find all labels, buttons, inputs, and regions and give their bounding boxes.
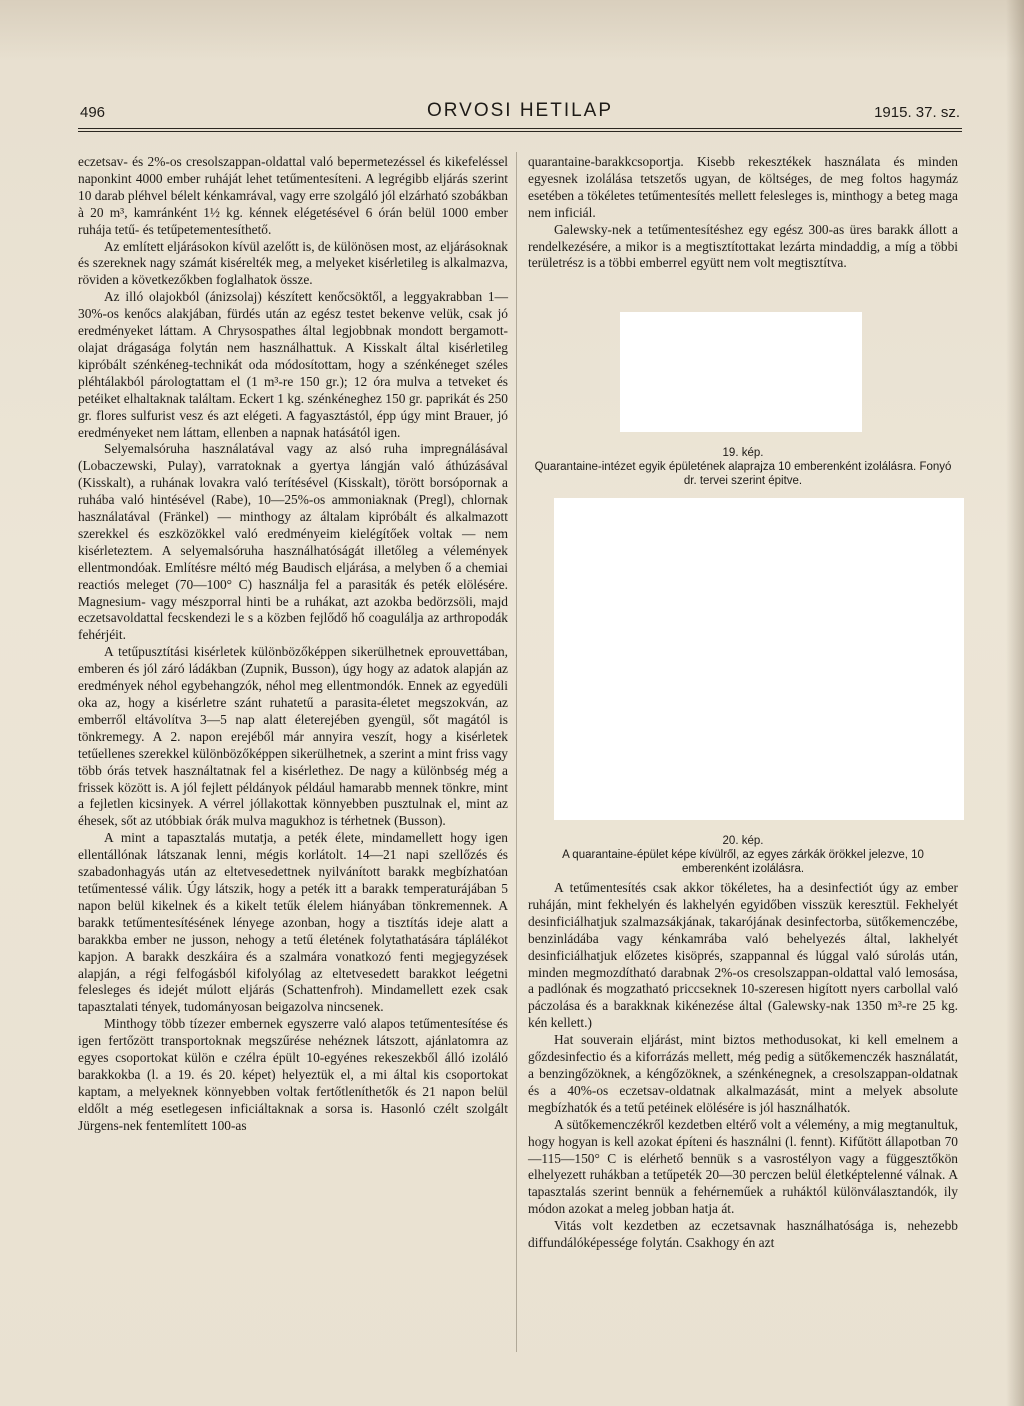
paragraph: A tetűpusztítási kisérletek különbözőképpen sikerülhetnek eprouvettában, emberen és jól záró ládákban (Zupnik, Busson), úgy hogy az adatok alapján az eredmények néhol egybehangzók, néhol meg ellentmondók. Ennek az egyedüli oka az, hogy a kisérletre szánt ruhatetű a parasita-életet megszokván, az emberről eltávolítva 3—5 nap alatt életerejében gyengül, sőt magától is tönkremegy. A 2. napon erejéből már annyira veszít, hogy a kisérletek tetűellenes szerekkel különbözőképpen sikerülhetnek, a szerint a mint friss vagy több órás tetvek használtatnak fel a kisérlethez. De nagy a különbség még a frissek között is. A jól fejlett példányok például hamarabb mennek tönkre, mint a fejletlen kicsinyek. A vérrel jóllakottak könnyebben pusztulnak el, mint az éhesek, sőt az utóbbiak órák mulva magukhoz is térhetnek (Busson). bbox=[78, 644, 508, 829]
paragraph: Selyemalsóruha használatával vagy az alsó ruha impregnálásával (Lobaczewski, Pulay), varratoknak a gyertya lángján való áthúzásával (Kisskalt), a ruhának lovakra való terítésével (Kisskalt), törött borsópornak a ruhába való hintésével (Rabe), 10—25%-os ammoniaknak (Pregl), chlornak használatával (Fränkel) — minthogy az általam kipróbált és alkalmazott szerekkel és eszközökkel való eredményeim kielégítőek voltak — nem kisérleteztem. A selyemalsóruha használhatóságát illetőleg a vélemények ellentmondóak. Említésre méltó még Baudisch eljárása, a melyben ő a chemiai reactiós meleget (70—100° C) használja fel a parasiták és peték elölésére. Magnesium- vagy mészporral hinti be a ruhákat, azt azokba bedörzsöli, majd eczetsavoldattal fecskendezi le s a közben fejlődő hő coagulálja az arthropodák fehérjéit. bbox=[78, 441, 508, 643]
figure-20-image bbox=[554, 498, 964, 820]
paragraph: Minthogy több tízezer embernek egyszerre való alapos tetűmentesítése és igen fertőzött transportoknak megszűrése nehéznek látszott, ajánlatomra az egyes csoportokat külön e czélra épült 10-egyénes rekeszekből álló izoláló barakkokba (l. a 19. és 20. képet) helyeztük el, a mi által kis csoportokat kaptam, a melyeknek könnyebben voltak fertőtleníthetők és 21 napon belül eldőlt a még esetlegesen inficiáltaknak a sorsa is. Hasonló czélt szolgált Jürgens-nek fentemlített 100-as bbox=[78, 1016, 508, 1133]
paragraph: Az illó olajokból (ánizsolaj) készített kenőcsöktől, a leggyakrabban 1—30%-os kenőcs alakjában, fürdés után az egész testet bekenve velük, csak jó eredményeket láttam. A Chrysospathes által legjobbnak mondott bergamott-olajat drágasága folytán nem használhattuk. A Kisskalt által kisérletileg kipróbált szénkéneg-technikát oda módosítottam, hogy a szénkéneget széles pléhtálakból párologtattam el (1 m³-re 150 gr.); 12 óra mulva a tetveket és petéiket elhaltaknak találtam. Eckert 1 kg. szénkéneghez 150 gr. paprikát és 250 gr. flores sulfurist vesz és azt elégeti. A fagyasztástól, épp úgy mint Brauer, jó eredményeket nem láttam, ellenben a napnak hatásától igen. bbox=[78, 289, 508, 440]
figure-20-caption bbox=[528, 834, 958, 876]
figure-number: 20. kép. bbox=[722, 835, 764, 847]
column-divider bbox=[516, 152, 517, 1352]
journal-title: ORVOSI HETILAP bbox=[426, 100, 614, 121]
right-column-bottom bbox=[528, 880, 958, 1252]
issue-number: 1915. 37. sz. bbox=[874, 104, 960, 121]
paragraph: Az említett eljárásokon kívül azelőtt is, de különösen most, az eljárásoknak és szereknek nagy számát kisérelték meg, a melyeket kisérletileg is alkalmazva, röviden a következőkben foglalhatok össze. bbox=[78, 238, 508, 288]
figure-number: 19. kép. bbox=[722, 447, 764, 459]
page-number: 496 bbox=[80, 104, 106, 121]
paragraph: A sütőkemenczékről kezdetben eltérő volt a vélemény, a mig megtanultuk, hogy hogyan is kell azokat építeni és használni (l. fennt). Kifűtött állapotban 70—115—150° C is elérhető bennük s a vasrostélyon vagy a függesztőkön elhelyezett ruhákban a tetűpeték 20—30 perczen belül életképtelenné válnak. A tapasztalás szerint bennük a fehérneműek a ruháktól különválasztandók, ily módon azokat a meleg jobban hatja át. bbox=[528, 1116, 958, 1217]
right-column-top bbox=[528, 154, 958, 272]
header-rule bbox=[78, 128, 962, 129]
running-header bbox=[80, 100, 960, 130]
paragraph: A tetűmentesítés csak akkor tökéletes, ha a desinfectiót úgy az ember ruháján, mint fekhelyén és lakhelyén egyidőben visszük keresztül. Fekhelyét desinficiálhatjuk szalmazsákjának, takarójának desinfectorba, sütőkemenczébe, benzinládába vagy kénkamrába való behelyezés által, lakhelyét desinficiálhatjuk előzetes kisöprés, szappannal és lúggal való súrolás után, minden megmozdítható darabnak 2%-os cresolszappan-oldattal való lemosása, a padlónak és mogzatható priccseknek 10-szeresen higított nyers carbollal való páczolása és a barakknak kikénezése által (Galewsky-nak 1350 m³-re 25 kg. kén kellett.) bbox=[528, 880, 958, 1031]
figure-19-image bbox=[620, 312, 862, 432]
paragraph: quarantaine-barakkcsoportja. Kisebb rekesztékek használata és minden egyesnek izolálása tetszetős ugyan, de költséges, de meg foltos hagymáz esetében a tökéletes tetűmentesítés mellett felesleges is, minthogy a beteg maga nem inficiál. bbox=[528, 154, 958, 220]
paragraph: Hat souverain eljárást, mint biztos methodusokat, ki kell emelnem a gőzdesinfectio és a kiforrázás mellett, még pedig a sütőkemenczék használatát, a benzingőzöknek, a kéngőzöknek, a szénkénegnek, a cresolszappan-oldatnak és a 40%-os eczetsav-oldatnak alkalmazását, mint a melyek absolute megbízhatók és a tetű petéinek elölésére is jól használhatók. bbox=[528, 1032, 958, 1115]
caption-text: Quarantaine-intézet egyik épületének alaprajza 10 emberenként izolálásra. Fonyó dr. tervei szerint épitve. bbox=[534, 461, 952, 487]
paragraph: eczetsav- és 2%-os cresolszappan-oldattal való bepermetezéssel és kikefeléssel naponkint 4000 ember ruháját lehet tetűmentesíteni. A legrégibb eljárás szerint 10 darab pléhvel bélelt kénkamrával, vagy erre szolgáló jól elzárható szobákban à 20 m³, kamránként 1½ kg. kénnek elégetésével 6 órán belül 1000 ember ruhája tetű- és tetűpetementesíthető. bbox=[78, 154, 508, 237]
paragraph: Galewsky-nek a tetűmentesítéshez egy egész 300-as üres barakk állott a rendelkezésére, a mikor is a megtisztítottakat lezárta mindaddig, a míg a többi területrész is a többi emberrel együtt nem volt megtisztítva. bbox=[528, 221, 958, 271]
figure-19-caption bbox=[528, 446, 958, 488]
left-column bbox=[78, 154, 508, 1135]
header-rule-double bbox=[78, 131, 962, 132]
paragraph: Vitás volt kezdetben az eczetsavnak használhatósága is, nehezebb diffundálóképessége folytán. Csakhogy én azt bbox=[528, 1218, 958, 1251]
caption-text: A quarantaine-épület képe kívülről, az egyes zárkák örökkel jelezve, 10 emberenként izolálásra. bbox=[562, 849, 924, 875]
paragraph: A mint a tapasztalás mutatja, a peték élete, mindamellett hogy igen ellentállónak látszanak lenni, mégis korlátolt. 14—21 napi szellőzés és szabadonhagyás után az eltetvesedettnek nyilvánított barakk megbízhatóan tetűmentessé válik. Úgy látszik, hogy a peték itt a barakk temperaturájában 5 napon belül kikelnek és a kikelt tetűk élelem hiányában tönkremennek. A barakk tetűmentesítésének lényege azonban, hogy a tisztítás ideje alatt a barakkba ember ne jusson, nehogy a tetű életének folytathatására táplálékot kapjon. A barakk deszkáira és a szalmára vonatkozó fenti megjegyzések alapján, a régi felfogásból kifolyólag az eltetvesedett barakkot leégetni felesleges és idejét múlott eljárás (Schattenfroh). Mindamellett ezek csak tapasztalati tények, tudományosan beigazolva nincsenek. bbox=[78, 830, 508, 1015]
